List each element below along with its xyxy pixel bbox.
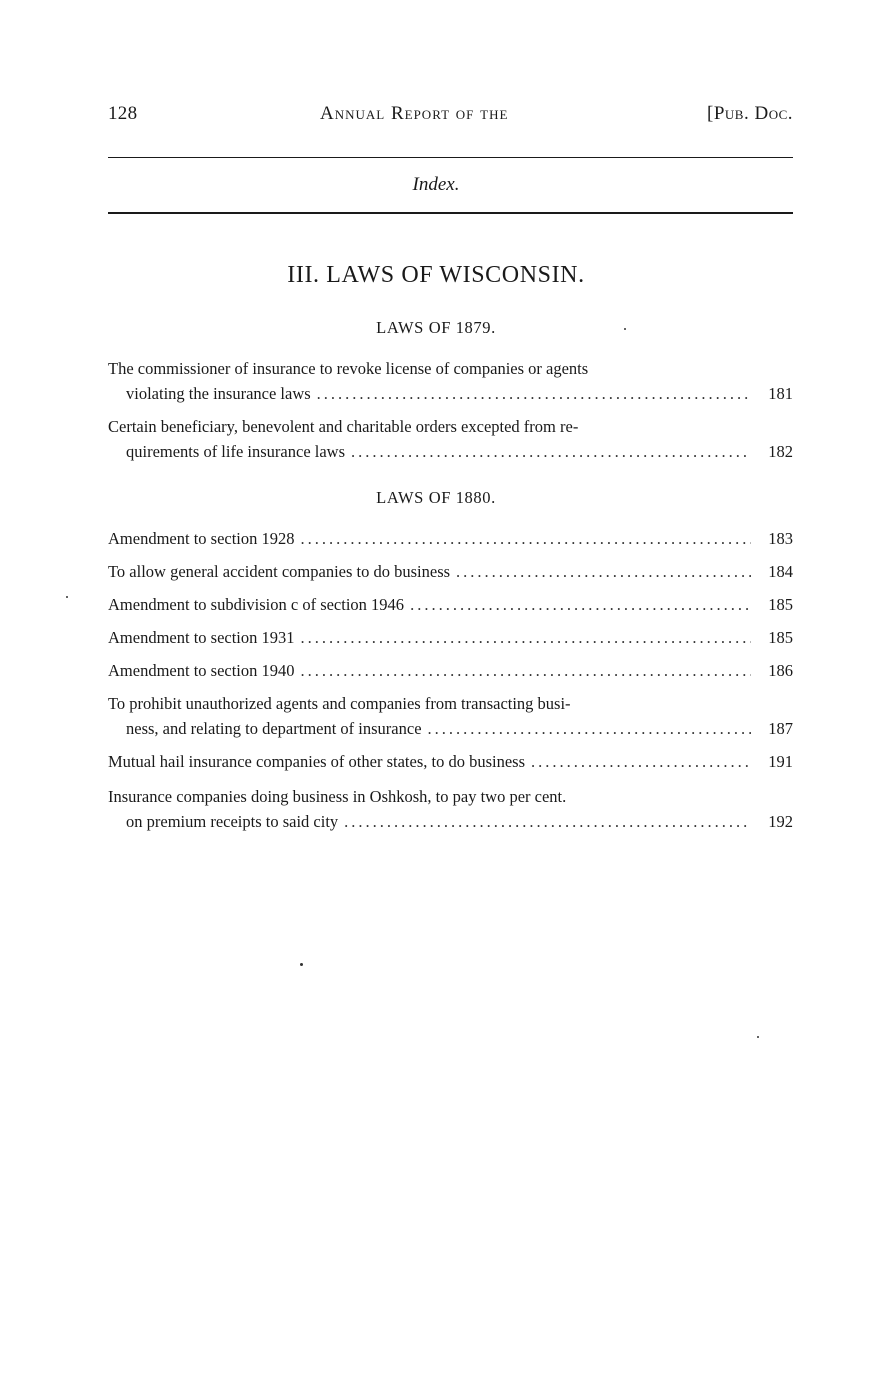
dot-leader (410, 592, 751, 617)
entry-text-line: To allow general accident companies to do business (108, 562, 451, 581)
entry-text-line: Amendment to section 1931 (108, 628, 295, 647)
entry-page-number: 185 (768, 628, 793, 647)
dot-leader (456, 559, 751, 584)
index-entry (108, 749, 793, 774)
entry-text-line: ness, and relating to department of insurance (126, 719, 422, 738)
index-entry (108, 559, 793, 584)
entry-page-number: 183 (768, 529, 793, 548)
dot-leader (301, 625, 751, 650)
dot-leader (317, 381, 751, 406)
dot-leader (301, 526, 751, 551)
scan-speck (624, 328, 626, 330)
entry-text-line: The commissioner of insurance to revoke license of companies or agents (108, 359, 589, 378)
entry-page-number: 181 (768, 384, 793, 403)
entry-text-line: Amendment to section 1940 (108, 661, 295, 680)
dot-leader (301, 658, 751, 683)
entry-page-number: 186 (768, 661, 793, 680)
entry-text-line: quirements of life insurance laws (126, 442, 346, 461)
entry-text-line: Amendment to section 1928 (108, 529, 295, 548)
scan-speck (300, 963, 303, 966)
document-type: [Pub. Doc. (707, 103, 793, 124)
group-title-1879: LAWS OF 1879. (376, 318, 496, 337)
dot-leader (428, 716, 751, 741)
index-entry (108, 658, 793, 683)
scan-speck (66, 596, 68, 598)
entry-text-line: on premium receipts to said city (126, 812, 339, 831)
running-head (108, 103, 793, 129)
entry-page-number: 187 (768, 719, 793, 738)
index-entry (108, 414, 793, 464)
entry-page-number: 185 (768, 595, 793, 614)
dot-leader (351, 439, 751, 464)
entry-page-number: 184 (768, 562, 793, 581)
entry-text-line: Insurance companies doing business in Oshkosh, to pay two per cent. (108, 787, 567, 806)
entry-text-line: To prohibit unauthorized agents and companies from transacting busi- (108, 694, 571, 713)
entry-text-line: Amendment to subdivision c of section 1946 (108, 595, 405, 614)
dot-leader (344, 809, 751, 834)
entry-page-number: 191 (768, 752, 793, 771)
entry-text-line: Mutual hail insurance companies of other states, to do business (108, 752, 525, 771)
entry-text-line: Certain beneficiary, benevolent and charitable orders excepted from re- (108, 417, 579, 436)
entry-page-number: 192 (768, 812, 793, 831)
scan-speck (757, 1036, 759, 1038)
group-title-1880: LAWS OF 1880. (376, 488, 496, 507)
index-entry (108, 526, 793, 551)
header-rule-top (108, 157, 793, 158)
dot-leader (531, 749, 751, 774)
index-heading: Index. (412, 174, 460, 195)
index-entry (108, 625, 793, 650)
section-title: III. LAWS OF WISCONSIN. (287, 262, 585, 288)
report-title: Annual Report of the (320, 103, 509, 124)
header-rule-bottom (108, 212, 793, 214)
index-entry (108, 691, 793, 741)
entry-page-number: 182 (768, 442, 793, 461)
entry-text-line: violating the insurance laws (126, 384, 311, 403)
index-entry (108, 592, 793, 617)
index-entry (108, 784, 793, 834)
page-number: 128 (108, 103, 138, 124)
index-entry (108, 356, 793, 406)
